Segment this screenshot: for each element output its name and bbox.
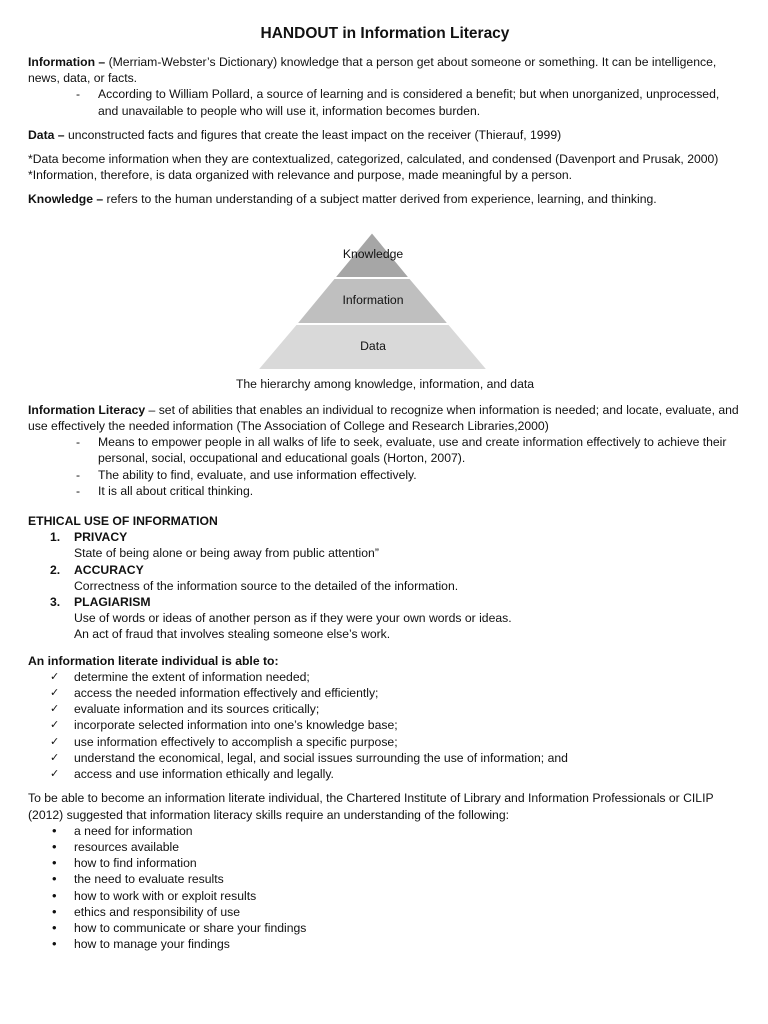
- literate-heading: An information literate individual is able to:: [28, 653, 279, 668]
- checklist-text: determine the extent of information needed;: [74, 669, 310, 684]
- pyramid-label-information: Information: [342, 292, 404, 307]
- bullet-item: [48, 871, 742, 887]
- checklist-text: use information effectively to accomplish a specific purpose;: [74, 734, 398, 749]
- bullet-icon: •: [52, 822, 57, 838]
- bullet-icon: •: [52, 936, 57, 952]
- check-icon: ✓: [50, 702, 60, 716]
- pyramid-caption: The hierarchy among knowledge, information, and data: [235, 376, 535, 391]
- checklist-item: [48, 766, 742, 782]
- knowledge-definition: [28, 191, 742, 207]
- literate-checklist: [48, 669, 742, 782]
- information-text: (Merriam-Webster’s Dictionary) knowledge that a person get about someone or something. It can be intelligence, news, data, or facts.: [28, 55, 717, 86]
- ethical-item-privacy: [50, 529, 742, 561]
- checklist-item: [48, 750, 742, 766]
- pyramid-label-data: Data: [360, 338, 386, 353]
- information-literacy-text: – set of abilities that enables an individual to recognize when information is needed; and locate, evaluate, and use effectively the needed information (The Association of College and Research Libraries,2000): [28, 402, 739, 434]
- checklist-text: evaluate information and its sources critically;: [74, 702, 320, 717]
- item-heading: PRIVACY: [74, 530, 128, 545]
- item-text: An act of fraud that involves stealing someone else’s work.: [74, 627, 391, 642]
- check-icon: ✓: [50, 750, 60, 764]
- bullet-text: how to find information: [74, 856, 197, 871]
- bullet-text: how to manage your findings: [74, 937, 230, 952]
- check-icon: ✓: [50, 718, 60, 732]
- bullet-text: how to work with or exploit results: [74, 888, 257, 903]
- pyramid-label-knowledge: Knowledge: [342, 246, 404, 261]
- checklist-item: [48, 701, 742, 717]
- bullet-icon: •: [52, 919, 57, 935]
- data-text: unconstructed facts and figures that create the least impact on the receiver (Thierauf, 1999): [64, 127, 562, 142]
- information-definition: [28, 54, 742, 119]
- item-number: 1.: [50, 530, 61, 545]
- ethical-item-accuracy: [50, 562, 742, 594]
- list-item: - The ability to find, evaluate, and use information effectively.: [76, 467, 742, 483]
- cilip-intro: To be able to become an information literate individual, the Chartered Institute of Library and Information Professionals or CILIP (2012) suggested that information literacy skills require an understanding of the following:: [28, 791, 714, 822]
- ethical-heading: ETHICAL USE OF INFORMATION: [28, 514, 218, 529]
- checklist-text: access and use information ethically and legally.: [74, 767, 334, 782]
- checklist-item: [48, 717, 742, 733]
- check-icon: ✓: [50, 686, 60, 700]
- information-literacy-bullets: [76, 434, 742, 499]
- information-term: Information –: [28, 55, 106, 69]
- information-literacy-term: Information Literacy: [28, 402, 146, 417]
- checklist-text: incorporate selected information into one’s knowledge base;: [74, 718, 398, 733]
- ethical-item-plagiarism: [50, 594, 742, 643]
- page-title: HANDOUT in Information Literacy: [260, 25, 510, 42]
- checklist-text: understand the economical, legal, and social issues surrounding the use of information; and: [74, 750, 568, 765]
- bullet-item: [48, 888, 742, 904]
- note-line: *Information, therefore, is data organized with relevance and purpose, made meaningful by a person.: [28, 168, 573, 183]
- item-text: Use of words or ideas of another person as if they were your own words or ideas.: [74, 611, 512, 626]
- bullet-icon: •: [52, 855, 57, 871]
- list-item: - Means to empower people in all walks of life to seek, evaluate, use and create information effectively to achieve their personal, social, occupational and educational goals (Horton, 2007).: [76, 434, 742, 466]
- bullet-text: the need to evaluate results: [74, 872, 224, 887]
- knowledge-text: refers to the human understanding of a subject matter derived from experience, learning, and thinking.: [103, 192, 657, 207]
- information-literacy-definition: [28, 402, 742, 499]
- knowledge-term: Knowledge –: [28, 192, 104, 207]
- check-icon: ✓: [50, 669, 60, 683]
- bullet-item: [48, 904, 742, 920]
- bullet-text: resources available: [74, 839, 180, 854]
- item-number: 3.: [50, 595, 61, 610]
- bullet-icon: •: [52, 903, 57, 919]
- item-text: Correctness of the information source to the detailed of the information.: [74, 578, 459, 593]
- hierarchy-pyramid: [0, 220, 768, 370]
- checklist-text: access the needed information effectively and efficiently;: [74, 686, 379, 701]
- item-text: State of being alone or being away from public attention”: [74, 546, 379, 561]
- bullet-icon: •: [52, 871, 57, 887]
- bullet-item: [48, 936, 742, 952]
- bullet-item: [48, 823, 742, 839]
- bullet-text: a need for information: [74, 823, 193, 838]
- notes: [28, 151, 742, 183]
- bullet-text: ethics and responsibility of use: [74, 904, 240, 919]
- bullet-item: [48, 920, 742, 936]
- bullet-item: [48, 855, 742, 871]
- cilip-list: [48, 823, 742, 953]
- bullet-text: how to communicate or share your findings: [74, 920, 307, 935]
- data-term: Data –: [28, 127, 65, 142]
- bullet-item: [48, 839, 742, 855]
- information-bullets: [76, 86, 742, 118]
- item-heading: ACCURACY: [74, 562, 144, 577]
- bullet-icon: •: [52, 887, 57, 903]
- check-icon: ✓: [50, 734, 60, 748]
- ethical-list: [28, 529, 742, 642]
- item-number: 2.: [50, 562, 61, 577]
- data-definition: [28, 127, 742, 143]
- checklist-item: [48, 734, 742, 750]
- check-icon: ✓: [50, 767, 60, 781]
- note-line: *Data become information when they are contextualized, categorized, calculated, and condensed (Davenport and Prusak, 2000): [28, 152, 719, 167]
- list-item: - According to William Pollard, a source of learning and is considered a benefit; but when unorganized, unprocessed, and unavailable to people who will use it, information becomes burden.: [76, 86, 742, 118]
- bullet-icon: •: [52, 838, 57, 854]
- item-heading: PLAGIARISM: [74, 595, 151, 610]
- checklist-item: [48, 685, 742, 701]
- list-item: - It is all about critical thinking.: [76, 483, 742, 499]
- checklist-item: [48, 669, 742, 685]
